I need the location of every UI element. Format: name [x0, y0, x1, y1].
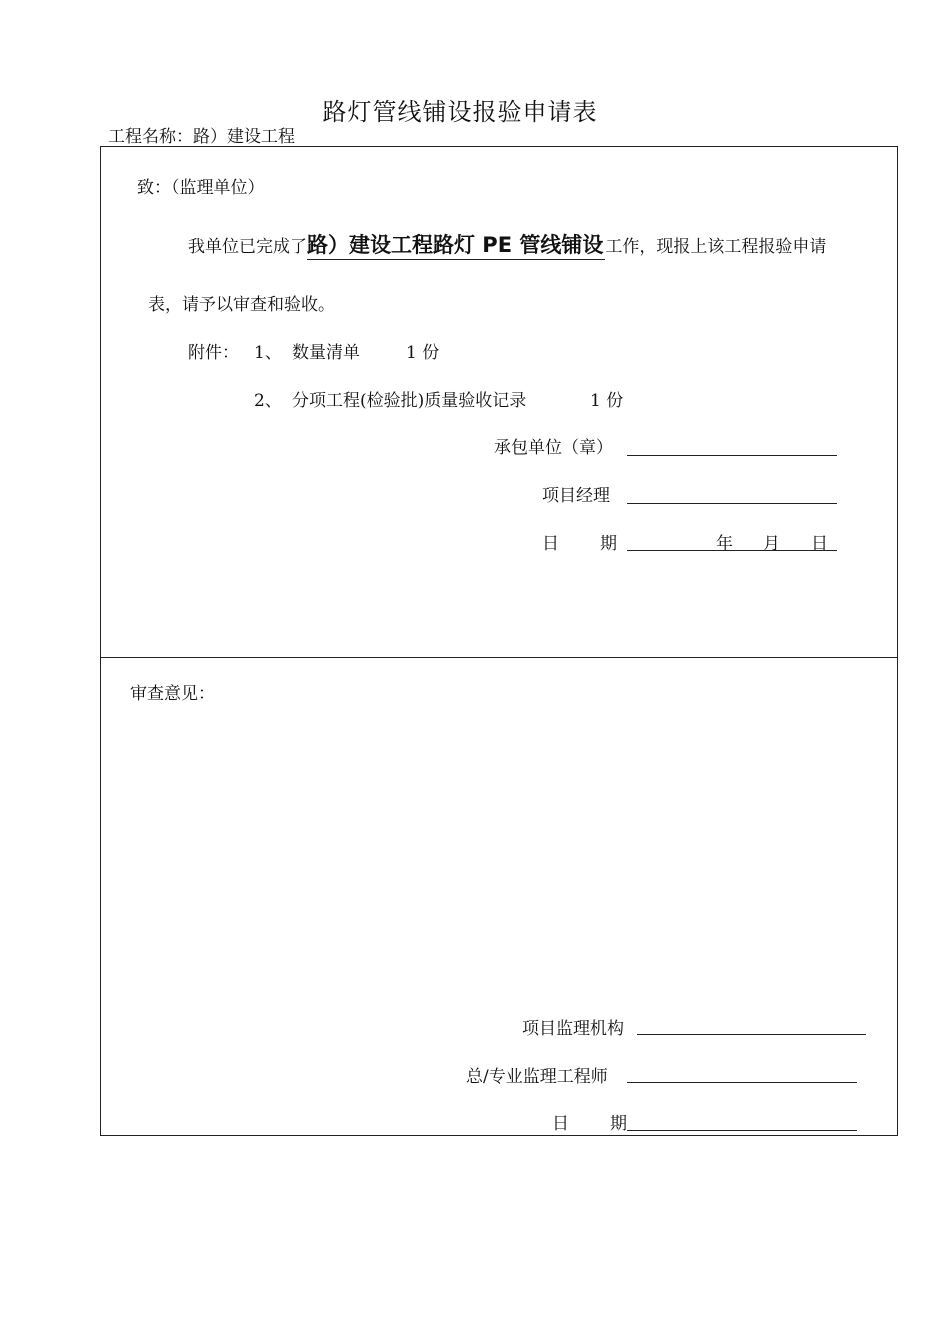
review-date-label-1: 日	[552, 1114, 569, 1134]
contractor-year: 年	[716, 534, 733, 554]
attachment-2-qty: 1 份	[590, 391, 624, 411]
contractor-unit-signature-line[interactable]	[627, 455, 837, 456]
project-manager-label: 项目经理	[542, 486, 610, 506]
body-paragraph	[188, 232, 826, 260]
supervision-engineer-label: 总/专业监理工程师	[466, 1067, 608, 1087]
review-opinion-label: 审查意见：	[130, 684, 215, 704]
project-name: 工程名称：路）建设工程	[108, 127, 295, 147]
attachment-1-num: 1、	[254, 343, 282, 363]
attachment-2-name: 分项工程(检验批)质量验收记录	[292, 391, 527, 411]
supervision-engineer-signature-line[interactable]	[627, 1082, 857, 1083]
attachments-label: 附件：	[188, 343, 239, 363]
attachment-1-qty: 1 份	[406, 343, 440, 363]
attachment-1-name: 数量清单	[292, 343, 360, 363]
completed-work-field: 路）建设工程路灯 PE 管线铺设	[307, 234, 605, 260]
attachment-2-num: 2、	[254, 391, 282, 411]
project-manager-signature-line[interactable]	[627, 503, 837, 504]
contractor-day: 日	[811, 534, 828, 554]
body-prefix: 我单位已完成了	[188, 237, 307, 257]
contractor-date-label-1: 日	[542, 534, 559, 554]
body-suffix: 工作，现报上该工程报验申请	[605, 237, 827, 257]
recipient-line: 致：（监理单位）	[137, 178, 265, 198]
review-date-label-2: 期	[610, 1114, 627, 1134]
review-date-line[interactable]	[627, 1130, 857, 1131]
contractor-date-label-2: 期	[600, 534, 617, 554]
body-line-2: 表，请予以审查和验收。	[148, 295, 335, 315]
section-divider	[100, 657, 898, 658]
page-title: 路灯管线铺设报验申请表	[322, 98, 598, 126]
contractor-date-line[interactable]	[627, 550, 837, 551]
supervision-org-label: 项目监理机构	[522, 1019, 624, 1039]
supervision-org-signature-line[interactable]	[637, 1034, 866, 1035]
contractor-month: 月	[763, 534, 780, 554]
contractor-unit-label: 承包单位（章）	[494, 438, 613, 458]
